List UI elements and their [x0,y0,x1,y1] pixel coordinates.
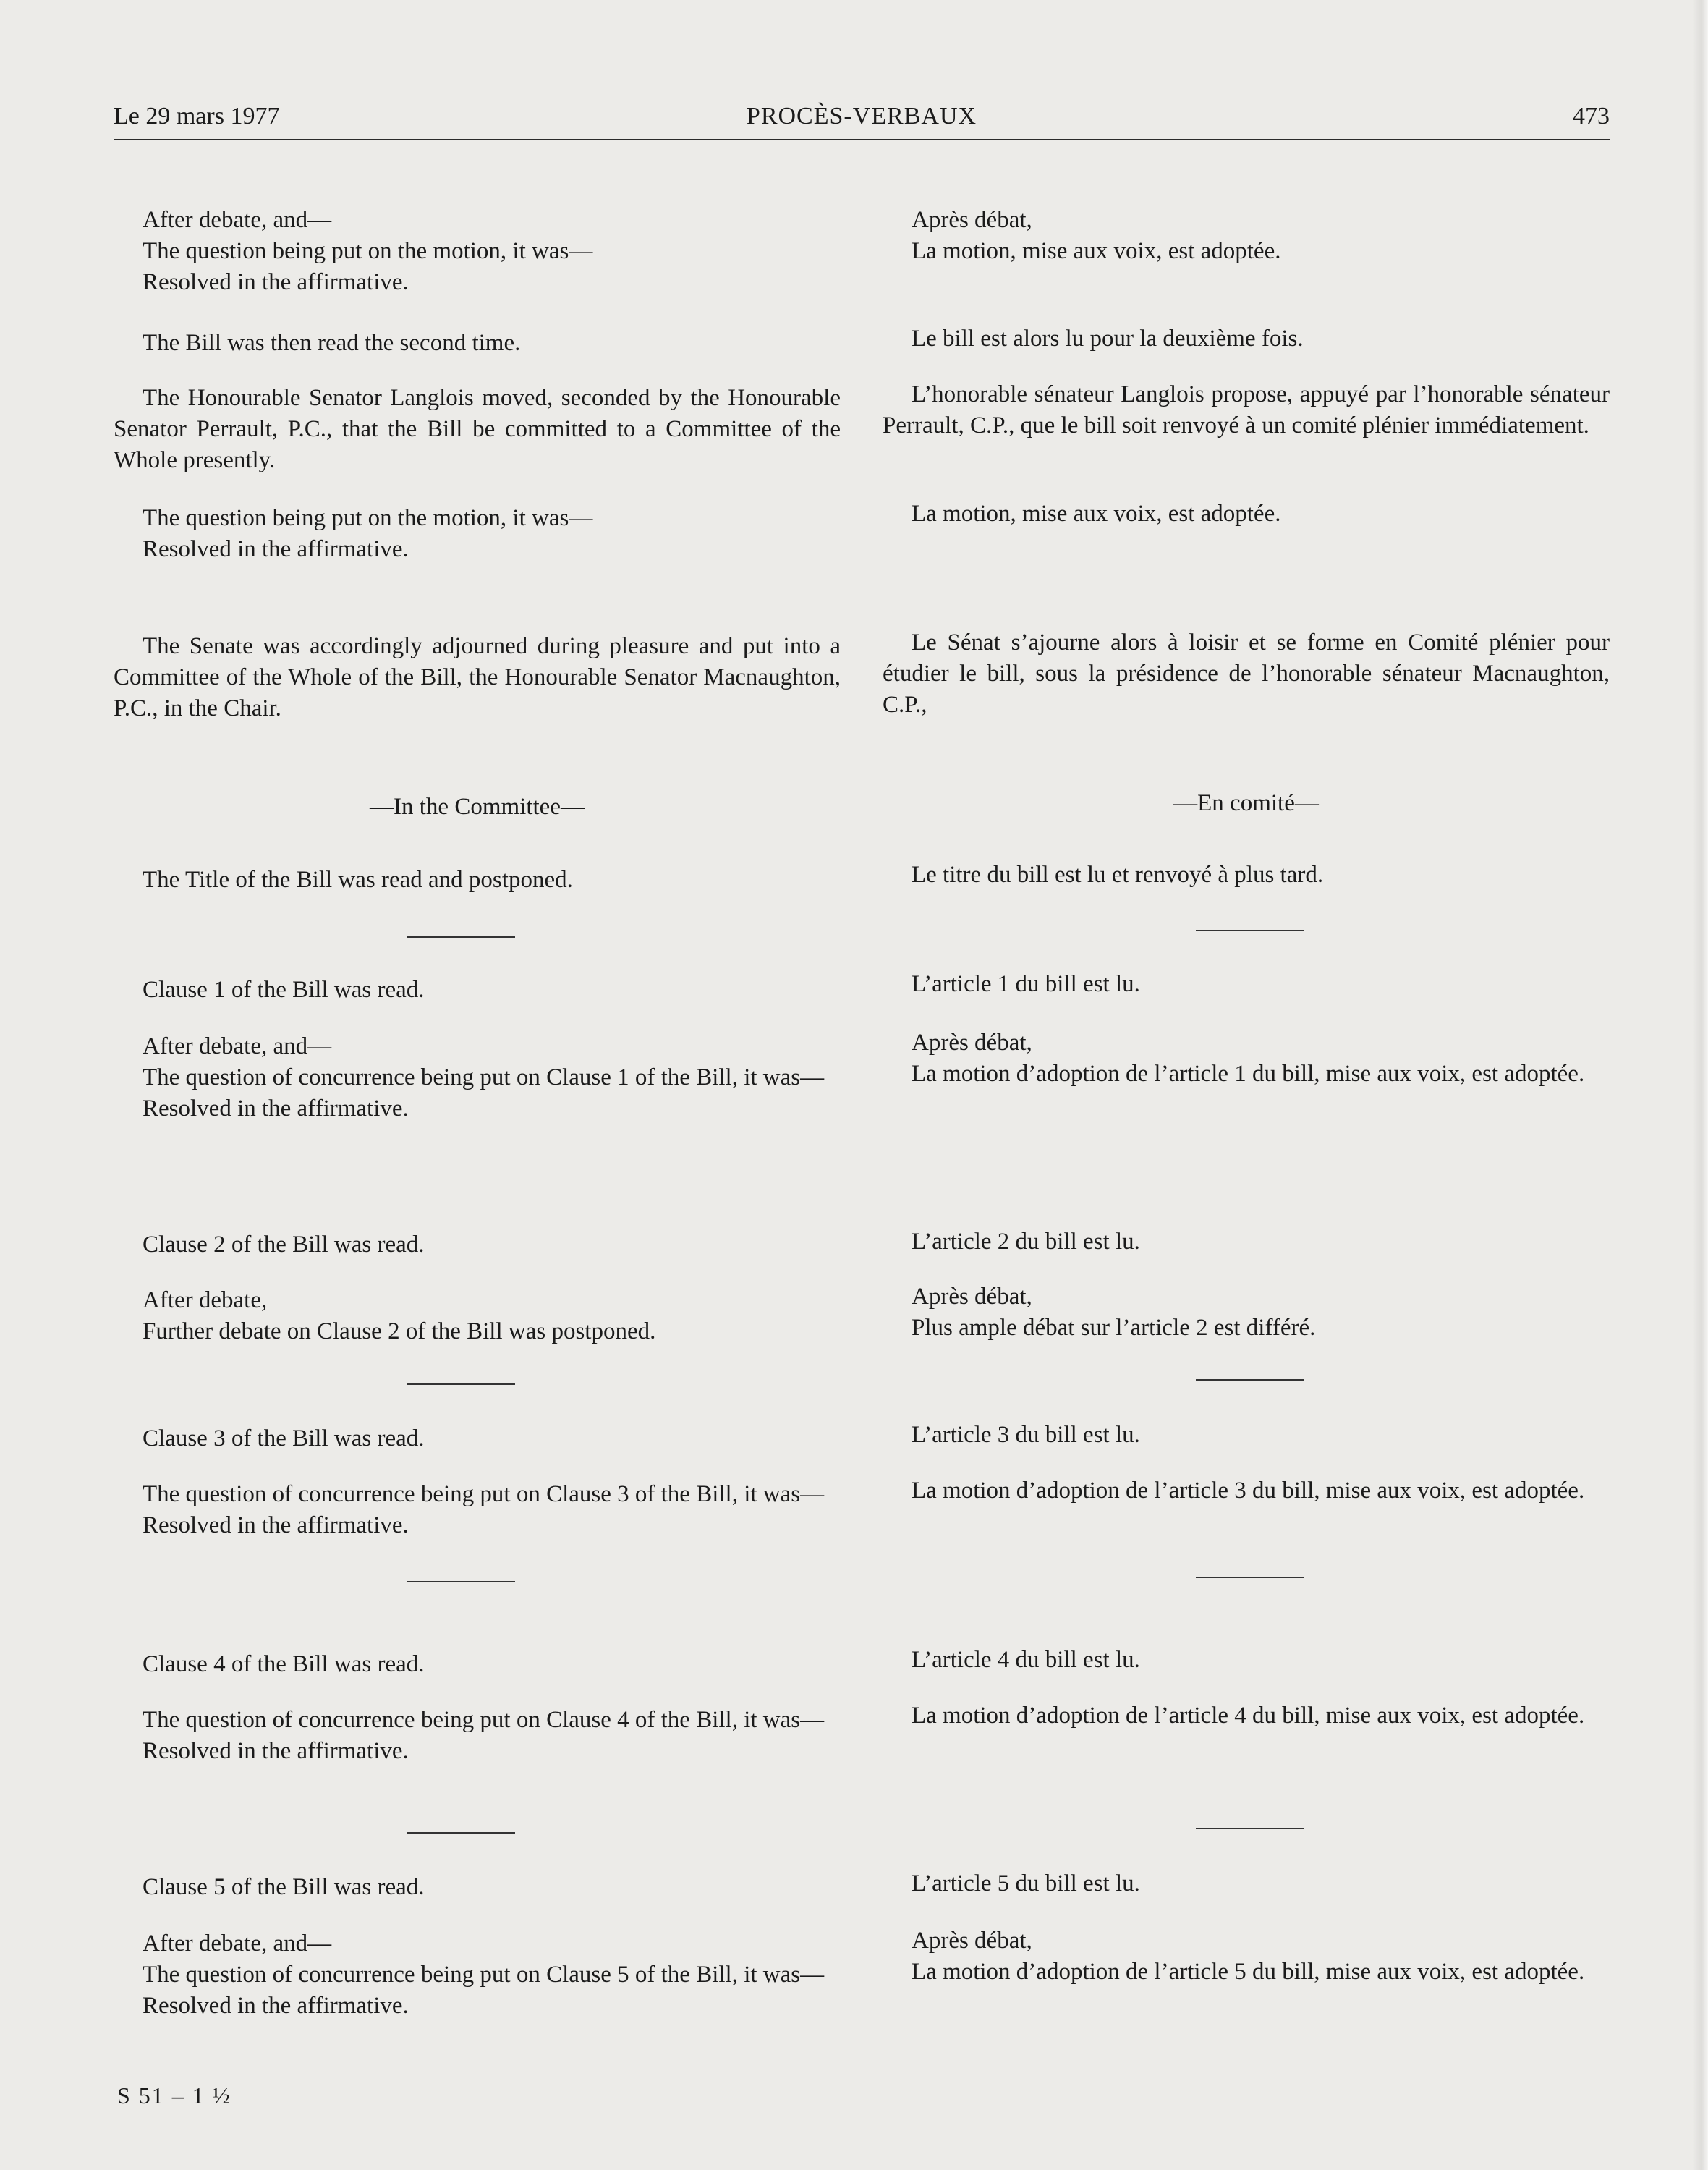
en-line: After debate, and— [143,1033,332,1059]
fr-committee-heading [883,788,1610,819]
en-line: The Title of the Bill was read and postponed. [143,867,573,893]
en-line: The question of concurrence being put on Clause 4 of the Bill, it was— [143,1707,825,1733]
en-line: After debate, and— [143,1930,332,1957]
fr-paragraph [883,379,1610,441]
en-line: Resolved in the affirmative. [143,1512,409,1538]
en-line: The question of concurrence being put on Clause 1 of the Bill, it was— [143,1064,825,1090]
en-paragraph [114,205,841,298]
fr-paragraph [883,627,1610,721]
signature-mark: S 51 – 1 ½ [117,2082,231,2108]
en-line: Resolved in the affirmative. [143,269,409,295]
fr-paragraph [883,1420,1610,1451]
fr-line: Le titre du bill est lu et renvoyé à plus tard. [912,862,1324,888]
fr-line: Plus ample débat sur l’article 2 est différé. [912,1315,1316,1341]
en-paragraph [114,1705,841,1767]
fr-paragraph [883,860,1610,891]
en-line: Resolved in the affirmative. [143,536,409,562]
en-paragraph [114,1928,841,2022]
en-paragraph [114,1649,841,1680]
en-line: —In the Committee— [370,794,585,820]
en-paragraph [114,1479,841,1541]
header-rule [114,139,1610,140]
en-paragraph [114,865,841,896]
header-date: Le 29 mars 1977 [114,103,280,130]
separator-rule [1196,1828,1304,1829]
en-committee-heading [114,792,841,823]
separator-rule [407,1581,515,1582]
fr-line: L’article 4 du bill est lu. [912,1647,1140,1673]
en-paragraph [114,1285,841,1347]
separator-rule [407,936,515,938]
en-line: The question being put on the motion, it was— [143,238,593,264]
fr-paragraph [883,1645,1610,1676]
page-header [114,97,1610,139]
fr-line: L’article 2 du bill est lu. [912,1229,1140,1255]
separator-rule [1196,1379,1304,1381]
fr-line: L’article 5 du bill est lu. [912,1870,1140,1896]
en-paragraph [114,1872,841,1903]
fr-paragraph [883,1925,1610,1988]
en-paragraph [114,975,841,1006]
fr-line: Après débat, [912,1030,1032,1056]
fr-paragraph [883,969,1610,1000]
fr-paragraph [883,1700,1610,1732]
en-line: The Bill was then read the second time. [143,330,521,356]
en-line: The question being put on the motion, it was— [143,505,593,531]
header-title: PROCÈS-VERBAUX [746,103,977,130]
fr-line: La motion d’adoption de l’article 1 du bill, mise aux voix, est adoptée. [912,1061,1585,1087]
en-line: Further debate on Clause 2 of the Bill was postponed. [143,1318,656,1344]
fr-paragraph [883,323,1610,355]
en-line: The question of concurrence being put on Clause 3 of the Bill, it was— [143,1481,825,1507]
en-line: The Honourable Senator Langlois moved, seconded by the Honourable Senator Perrault, P.C., that the Bill be committed to a Committee of the Whole presently. [114,385,841,473]
en-line: After debate, and— [143,207,332,233]
separator-rule [1196,930,1304,931]
en-line: Resolved in the affirmative. [143,1738,409,1764]
separator-rule [1196,1577,1304,1578]
fr-line: L’article 1 du bill est lu. [912,971,1140,997]
fr-paragraph [883,499,1610,530]
fr-paragraph [883,1868,1610,1899]
en-line: Resolved in the affirmative. [143,1095,409,1122]
en-line: Clause 3 of the Bill was read. [143,1425,425,1451]
fr-paragraph [883,1027,1610,1090]
fr-line: Le bill est alors lu pour la deuxième fois. [912,326,1304,352]
fr-line: La motion, mise aux voix, est adoptée. [912,238,1281,264]
en-line: The Senate was accordingly adjourned during pleasure and put into a Committee of the Whole of the Bill, the Honourable Senator Macnaughton, P.C., in the Chair. [114,633,841,721]
en-line: Clause 1 of the Bill was read. [143,977,425,1003]
en-line: Clause 5 of the Bill was read. [143,1874,425,1900]
en-line: After debate, [143,1287,268,1313]
en-line: Clause 4 of the Bill was read. [143,1651,425,1677]
en-paragraph [114,383,841,476]
en-paragraph [114,1229,841,1260]
fr-line: L’honorable sénateur Langlois propose, appuyé par l’honorable sénateur Perrault, C.P., que le bill soit renvoyé à un comité plénier immédiatement. [883,381,1610,438]
en-paragraph [114,503,841,565]
en-paragraph [114,1423,841,1454]
en-line: The question of concurrence being put on Clause 5 of the Bill, it was— [143,1962,825,1988]
separator-rule [407,1383,515,1385]
fr-line: —En comité— [1173,790,1319,816]
fr-paragraph [883,205,1610,267]
en-paragraph [114,1031,841,1124]
fr-line: Après débat, [912,1284,1032,1310]
en-line: Resolved in the affirmative. [143,1993,409,2019]
fr-paragraph [883,1226,1610,1258]
fr-paragraph [883,1475,1610,1506]
page-edge-shadow [1692,0,1708,2170]
fr-line: La motion d’adoption de l’article 3 du bill, mise aux voix, est adoptée. [912,1478,1585,1504]
header-page-number: 473 [1573,103,1610,130]
en-paragraph [114,328,841,359]
fr-line: La motion d’adoption de l’article 4 du bill, mise aux voix, est adoptée. [912,1703,1585,1729]
fr-line: Après débat, [912,1928,1032,1954]
separator-rule [407,1832,515,1834]
fr-line: Après débat, [912,207,1032,233]
fr-line: L’article 3 du bill est lu. [912,1422,1140,1448]
en-line: Clause 2 of the Bill was read. [143,1232,425,1258]
en-paragraph [114,631,841,724]
fr-line: La motion d’adoption de l’article 5 du bill, mise aux voix, est adoptée. [912,1959,1585,1985]
fr-line: Le Sénat s’ajourne alors à loisir et se forme en Comité plénier pour étudier le bill, sous la présidence de l’honorable sénateur Macnaughton, C.P., [883,630,1610,718]
fr-line: La motion, mise aux voix, est adoptée. [912,501,1281,527]
fr-paragraph [883,1281,1610,1344]
